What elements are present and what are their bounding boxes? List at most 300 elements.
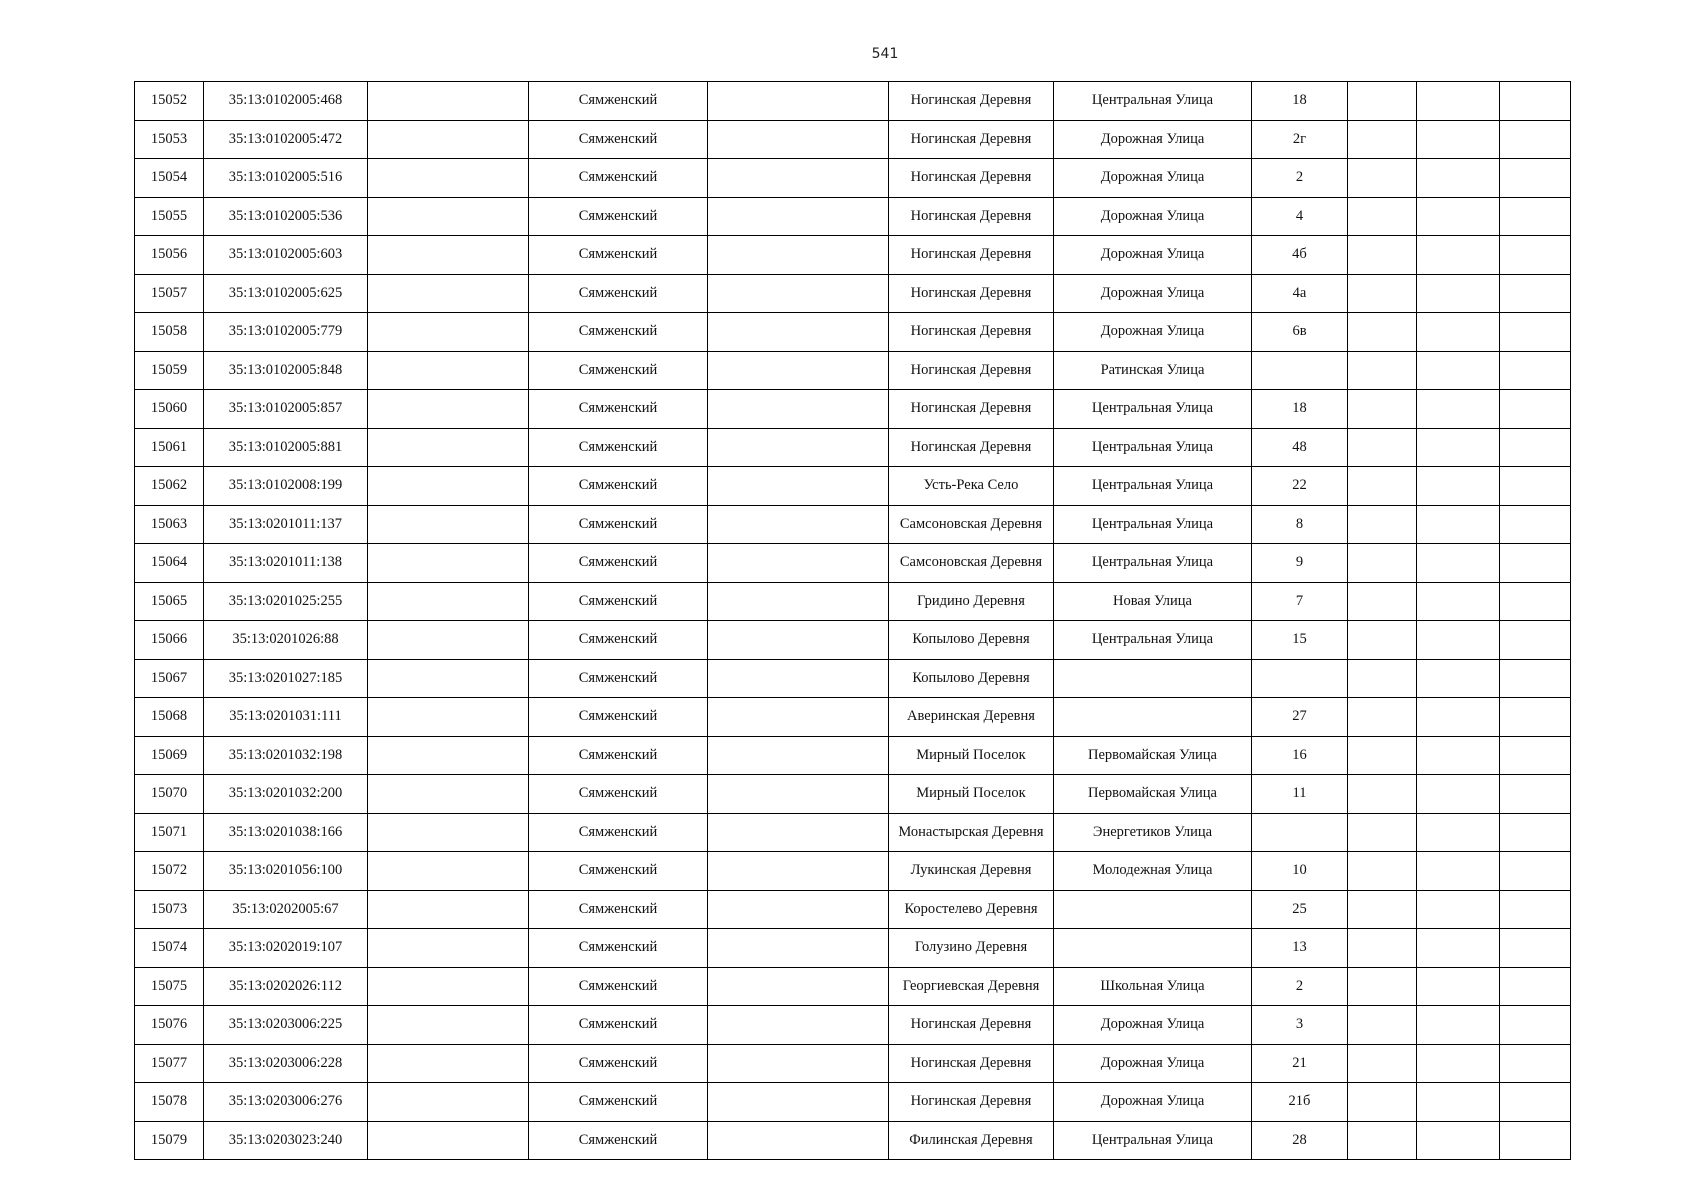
house-number-cell: 7 [1252,582,1348,621]
empty-cell [1417,120,1500,159]
district-cell: Сямженский [529,467,708,506]
empty-cell [368,1006,529,1045]
locality-cell: Аверинская Деревня [889,698,1054,737]
empty-cell [708,1006,889,1045]
cadastral-number-cell: 35:13:0102005:779 [204,313,368,352]
row-number-cell: 15060 [135,390,204,429]
locality-cell: Ногинская Деревня [889,236,1054,275]
cadastral-number-cell: 35:13:0201011:138 [204,544,368,583]
house-number-cell: 8 [1252,505,1348,544]
district-cell: Сямженский [529,313,708,352]
street-cell: Дорожная Улица [1054,274,1252,313]
table-row [135,274,1571,313]
house-number-cell: 27 [1252,698,1348,737]
house-number-cell [1252,351,1348,390]
empty-cell [1417,736,1500,775]
registry-body [135,82,1571,1160]
empty-cell [1500,1006,1571,1045]
empty-cell [1500,467,1571,506]
house-number-cell: 2 [1252,159,1348,198]
empty-cell [1417,159,1500,198]
empty-cell [1348,813,1417,852]
empty-cell [708,159,889,198]
street-cell: Центральная Улица [1054,621,1252,660]
empty-cell [1348,698,1417,737]
cadastral-number-cell: 35:13:0201031:111 [204,698,368,737]
district-cell: Сямженский [529,351,708,390]
empty-cell [368,852,529,891]
page-number: 541 [871,46,899,62]
empty-cell [1348,582,1417,621]
row-number-cell: 15062 [135,467,204,506]
cadastral-number-cell: 35:13:0102005:881 [204,428,368,467]
empty-cell [708,929,889,968]
street-cell: Центральная Улица [1054,428,1252,467]
empty-cell [1500,852,1571,891]
street-cell: Дорожная Улица [1054,159,1252,198]
street-cell: Центральная Улица [1054,1121,1252,1160]
street-cell: Дорожная Улица [1054,1083,1252,1122]
empty-cell [1500,428,1571,467]
house-number-cell: 18 [1252,82,1348,121]
row-number-cell: 15057 [135,274,204,313]
table-row [135,197,1571,236]
empty-cell [1500,813,1571,852]
district-cell: Сямженский [529,621,708,660]
locality-cell: Ногинская Деревня [889,82,1054,121]
district-cell: Сямженский [529,582,708,621]
empty-cell [1348,274,1417,313]
empty-cell [1500,1083,1571,1122]
street-cell: Дорожная Улица [1054,120,1252,159]
empty-cell [1500,698,1571,737]
row-number-cell: 15069 [135,736,204,775]
house-number-cell: 4б [1252,236,1348,275]
street-cell [1054,890,1252,929]
empty-cell [1500,274,1571,313]
empty-cell [1500,505,1571,544]
empty-cell [1500,1044,1571,1083]
empty-cell [708,197,889,236]
empty-cell [1417,698,1500,737]
empty-cell [368,659,529,698]
empty-cell [368,929,529,968]
empty-cell [1500,390,1571,429]
empty-cell [708,428,889,467]
registry-table [134,81,1571,1160]
house-number-cell: 15 [1252,621,1348,660]
district-cell: Сямженский [529,505,708,544]
district-cell: Сямженский [529,813,708,852]
cadastral-number-cell: 35:13:0201038:166 [204,813,368,852]
locality-cell: Мирный Поселок [889,736,1054,775]
district-cell: Сямженский [529,967,708,1006]
empty-cell [1417,390,1500,429]
district-cell: Сямженский [529,120,708,159]
cadastral-number-cell: 35:13:0102005:603 [204,236,368,275]
empty-cell [368,390,529,429]
empty-cell [708,813,889,852]
street-cell: Энергетиков Улица [1054,813,1252,852]
empty-cell [1417,428,1500,467]
table-row [135,698,1571,737]
cadastral-number-cell: 35:13:0102005:625 [204,274,368,313]
row-number-cell: 15059 [135,351,204,390]
empty-cell [368,467,529,506]
row-number-cell: 15067 [135,659,204,698]
street-cell: Дорожная Улица [1054,313,1252,352]
empty-cell [1500,967,1571,1006]
empty-cell [368,313,529,352]
empty-cell [368,621,529,660]
empty-cell [1417,1006,1500,1045]
empty-cell [1348,428,1417,467]
empty-cell [1417,505,1500,544]
empty-cell [368,274,529,313]
empty-cell [708,736,889,775]
cadastral-number-cell: 35:13:0203006:228 [204,1044,368,1083]
table-row [135,967,1571,1006]
table-row [135,736,1571,775]
empty-cell [1348,621,1417,660]
district-cell: Сямженский [529,1121,708,1160]
cadastral-number-cell: 35:13:0201032:198 [204,736,368,775]
street-cell: Ратинская Улица [1054,351,1252,390]
table-row [135,82,1571,121]
empty-cell [1348,852,1417,891]
empty-cell [1417,1121,1500,1160]
house-number-cell: 25 [1252,890,1348,929]
empty-cell [708,120,889,159]
empty-cell [1348,236,1417,275]
empty-cell [1417,544,1500,583]
locality-cell: Филинская Деревня [889,1121,1054,1160]
table-row [135,428,1571,467]
empty-cell [1417,1083,1500,1122]
empty-cell [1417,813,1500,852]
empty-cell [368,890,529,929]
locality-cell: Усть-Река Село [889,467,1054,506]
district-cell: Сямженский [529,1006,708,1045]
table-row [135,582,1571,621]
cadastral-number-cell: 35:13:0203006:276 [204,1083,368,1122]
locality-cell: Самсоновская Деревня [889,544,1054,583]
locality-cell: Ногинская Деревня [889,1083,1054,1122]
row-number-cell: 15076 [135,1006,204,1045]
table-row [135,351,1571,390]
empty-cell [1348,1121,1417,1160]
locality-cell: Ногинская Деревня [889,120,1054,159]
empty-cell [368,967,529,1006]
house-number-cell: 6в [1252,313,1348,352]
house-number-cell: 11 [1252,775,1348,814]
locality-cell: Ногинская Деревня [889,428,1054,467]
district-cell: Сямженский [529,1044,708,1083]
empty-cell [368,82,529,121]
empty-cell [1500,236,1571,275]
empty-cell [708,659,889,698]
table-row [135,775,1571,814]
empty-cell [708,890,889,929]
empty-cell [1417,82,1500,121]
cadastral-number-cell: 35:13:0102005:468 [204,82,368,121]
empty-cell [1417,582,1500,621]
table-row [135,929,1571,968]
district-cell: Сямженский [529,544,708,583]
locality-cell: Лукинская Деревня [889,852,1054,891]
empty-cell [1500,544,1571,583]
house-number-cell: 28 [1252,1121,1348,1160]
empty-cell [368,351,529,390]
empty-cell [1348,351,1417,390]
cadastral-number-cell: 35:13:0102008:199 [204,467,368,506]
row-number-cell: 15056 [135,236,204,275]
street-cell: Центральная Улица [1054,82,1252,121]
table-row [135,236,1571,275]
locality-cell: Копылово Деревня [889,621,1054,660]
street-cell: Центральная Улица [1054,390,1252,429]
locality-cell: Гридино Деревня [889,582,1054,621]
row-number-cell: 15053 [135,120,204,159]
row-number-cell: 15079 [135,1121,204,1160]
street-cell: Новая Улица [1054,582,1252,621]
empty-cell [1348,1083,1417,1122]
empty-cell [1348,659,1417,698]
row-number-cell: 15052 [135,82,204,121]
row-number-cell: 15065 [135,582,204,621]
street-cell: Дорожная Улица [1054,236,1252,275]
street-cell: Школьная Улица [1054,967,1252,1006]
empty-cell [1417,621,1500,660]
empty-cell [1500,890,1571,929]
table-row [135,1083,1571,1122]
house-number-cell [1252,659,1348,698]
empty-cell [1348,736,1417,775]
street-cell: Дорожная Улица [1054,1044,1252,1083]
empty-cell [1417,890,1500,929]
empty-cell [1417,852,1500,891]
table-row [135,505,1571,544]
empty-cell [368,159,529,198]
empty-cell [708,467,889,506]
district-cell: Сямженский [529,890,708,929]
house-number-cell [1252,813,1348,852]
row-number-cell: 15055 [135,197,204,236]
locality-cell: Ногинская Деревня [889,1044,1054,1083]
empty-cell [1348,544,1417,583]
street-cell: Первомайская Улица [1054,736,1252,775]
empty-cell [1500,775,1571,814]
district-cell: Сямженский [529,428,708,467]
row-number-cell: 15066 [135,621,204,660]
district-cell: Сямженский [529,659,708,698]
empty-cell [1417,659,1500,698]
empty-cell [1500,120,1571,159]
empty-cell [708,967,889,1006]
locality-cell: Ногинская Деревня [889,390,1054,429]
empty-cell [708,82,889,121]
empty-cell [1500,736,1571,775]
row-number-cell: 15058 [135,313,204,352]
empty-cell [368,1121,529,1160]
street-cell: Центральная Улица [1054,544,1252,583]
locality-cell: Ногинская Деревня [889,313,1054,352]
cadastral-number-cell: 35:13:0102005:516 [204,159,368,198]
street-cell: Дорожная Улица [1054,1006,1252,1045]
empty-cell [368,775,529,814]
cadastral-number-cell: 35:13:0102005:848 [204,351,368,390]
empty-cell [1500,159,1571,198]
table-row [135,659,1571,698]
empty-cell [708,505,889,544]
empty-cell [1348,890,1417,929]
empty-cell [1348,1006,1417,1045]
cadastral-number-cell: 35:13:0201025:255 [204,582,368,621]
cadastral-number-cell: 35:13:0201026:88 [204,621,368,660]
locality-cell: Голузино Деревня [889,929,1054,968]
empty-cell [1500,1121,1571,1160]
empty-cell [708,274,889,313]
row-number-cell: 15063 [135,505,204,544]
empty-cell [368,544,529,583]
empty-cell [708,582,889,621]
street-cell: Молодежная Улица [1054,852,1252,891]
table-row [135,813,1571,852]
locality-cell: Ногинская Деревня [889,274,1054,313]
empty-cell [1348,390,1417,429]
empty-cell [1348,929,1417,968]
empty-cell [708,236,889,275]
district-cell: Сямженский [529,1083,708,1122]
empty-cell [368,197,529,236]
empty-cell [708,775,889,814]
row-number-cell: 15072 [135,852,204,891]
empty-cell [1500,197,1571,236]
house-number-cell: 3 [1252,1006,1348,1045]
empty-cell [1417,929,1500,968]
row-number-cell: 15064 [135,544,204,583]
empty-cell [1500,929,1571,968]
cadastral-number-cell: 35:13:0102005:857 [204,390,368,429]
house-number-cell: 21 [1252,1044,1348,1083]
street-cell [1054,698,1252,737]
empty-cell [368,736,529,775]
locality-cell: Самсоновская Деревня [889,505,1054,544]
house-number-cell: 22 [1252,467,1348,506]
empty-cell [1348,313,1417,352]
empty-cell [708,621,889,660]
table-row [135,544,1571,583]
district-cell: Сямженский [529,736,708,775]
cadastral-number-cell: 35:13:0201027:185 [204,659,368,698]
street-cell: Дорожная Улица [1054,197,1252,236]
table-row [135,890,1571,929]
table-row [135,852,1571,891]
row-number-cell: 15070 [135,775,204,814]
table-row [135,1006,1571,1045]
empty-cell [1500,313,1571,352]
locality-cell: Ногинская Деревня [889,351,1054,390]
district-cell: Сямженский [529,274,708,313]
district-cell: Сямженский [529,236,708,275]
table-row [135,467,1571,506]
locality-cell: Георгиевская Деревня [889,967,1054,1006]
empty-cell [1348,1044,1417,1083]
empty-cell [708,351,889,390]
empty-cell [1500,82,1571,121]
row-number-cell: 15078 [135,1083,204,1122]
empty-cell [1417,967,1500,1006]
empty-cell [368,236,529,275]
empty-cell [1500,582,1571,621]
street-cell [1054,659,1252,698]
empty-cell [1348,82,1417,121]
table-row [135,390,1571,429]
empty-cell [368,428,529,467]
empty-cell [1417,197,1500,236]
empty-cell [1500,351,1571,390]
cadastral-number-cell: 35:13:0102005:472 [204,120,368,159]
empty-cell [368,582,529,621]
empty-cell [708,1044,889,1083]
empty-cell [708,1121,889,1160]
empty-cell [368,813,529,852]
table-row [135,1044,1571,1083]
empty-cell [1348,120,1417,159]
house-number-cell: 4 [1252,197,1348,236]
row-number-cell: 15068 [135,698,204,737]
empty-cell [1417,1044,1500,1083]
locality-cell: Копылово Деревня [889,659,1054,698]
district-cell: Сямженский [529,929,708,968]
cadastral-number-cell: 35:13:0202005:67 [204,890,368,929]
empty-cell [1500,621,1571,660]
row-number-cell: 15061 [135,428,204,467]
empty-cell [1417,467,1500,506]
empty-cell [1348,197,1417,236]
table-row [135,159,1571,198]
house-number-cell: 21б [1252,1083,1348,1122]
locality-cell: Коростелево Деревня [889,890,1054,929]
cadastral-number-cell: 35:13:0201032:200 [204,775,368,814]
district-cell: Сямженский [529,852,708,891]
empty-cell [708,313,889,352]
empty-cell [1348,505,1417,544]
house-number-cell: 18 [1252,390,1348,429]
cadastral-number-cell: 35:13:0201011:137 [204,505,368,544]
street-cell: Центральная Улица [1054,505,1252,544]
cadastral-number-cell: 35:13:0203006:225 [204,1006,368,1045]
empty-cell [1348,159,1417,198]
house-number-cell: 9 [1252,544,1348,583]
empty-cell [1348,967,1417,1006]
district-cell: Сямженский [529,698,708,737]
house-number-cell: 16 [1252,736,1348,775]
empty-cell [368,1083,529,1122]
district-cell: Сямженский [529,775,708,814]
empty-cell [368,505,529,544]
empty-cell [368,120,529,159]
empty-cell [1417,351,1500,390]
house-number-cell: 4а [1252,274,1348,313]
empty-cell [1500,659,1571,698]
district-cell: Сямженский [529,197,708,236]
district-cell: Сямженский [529,82,708,121]
locality-cell: Мирный Поселок [889,775,1054,814]
cadastral-number-cell: 35:13:0203023:240 [204,1121,368,1160]
empty-cell [1417,313,1500,352]
empty-cell [1348,775,1417,814]
